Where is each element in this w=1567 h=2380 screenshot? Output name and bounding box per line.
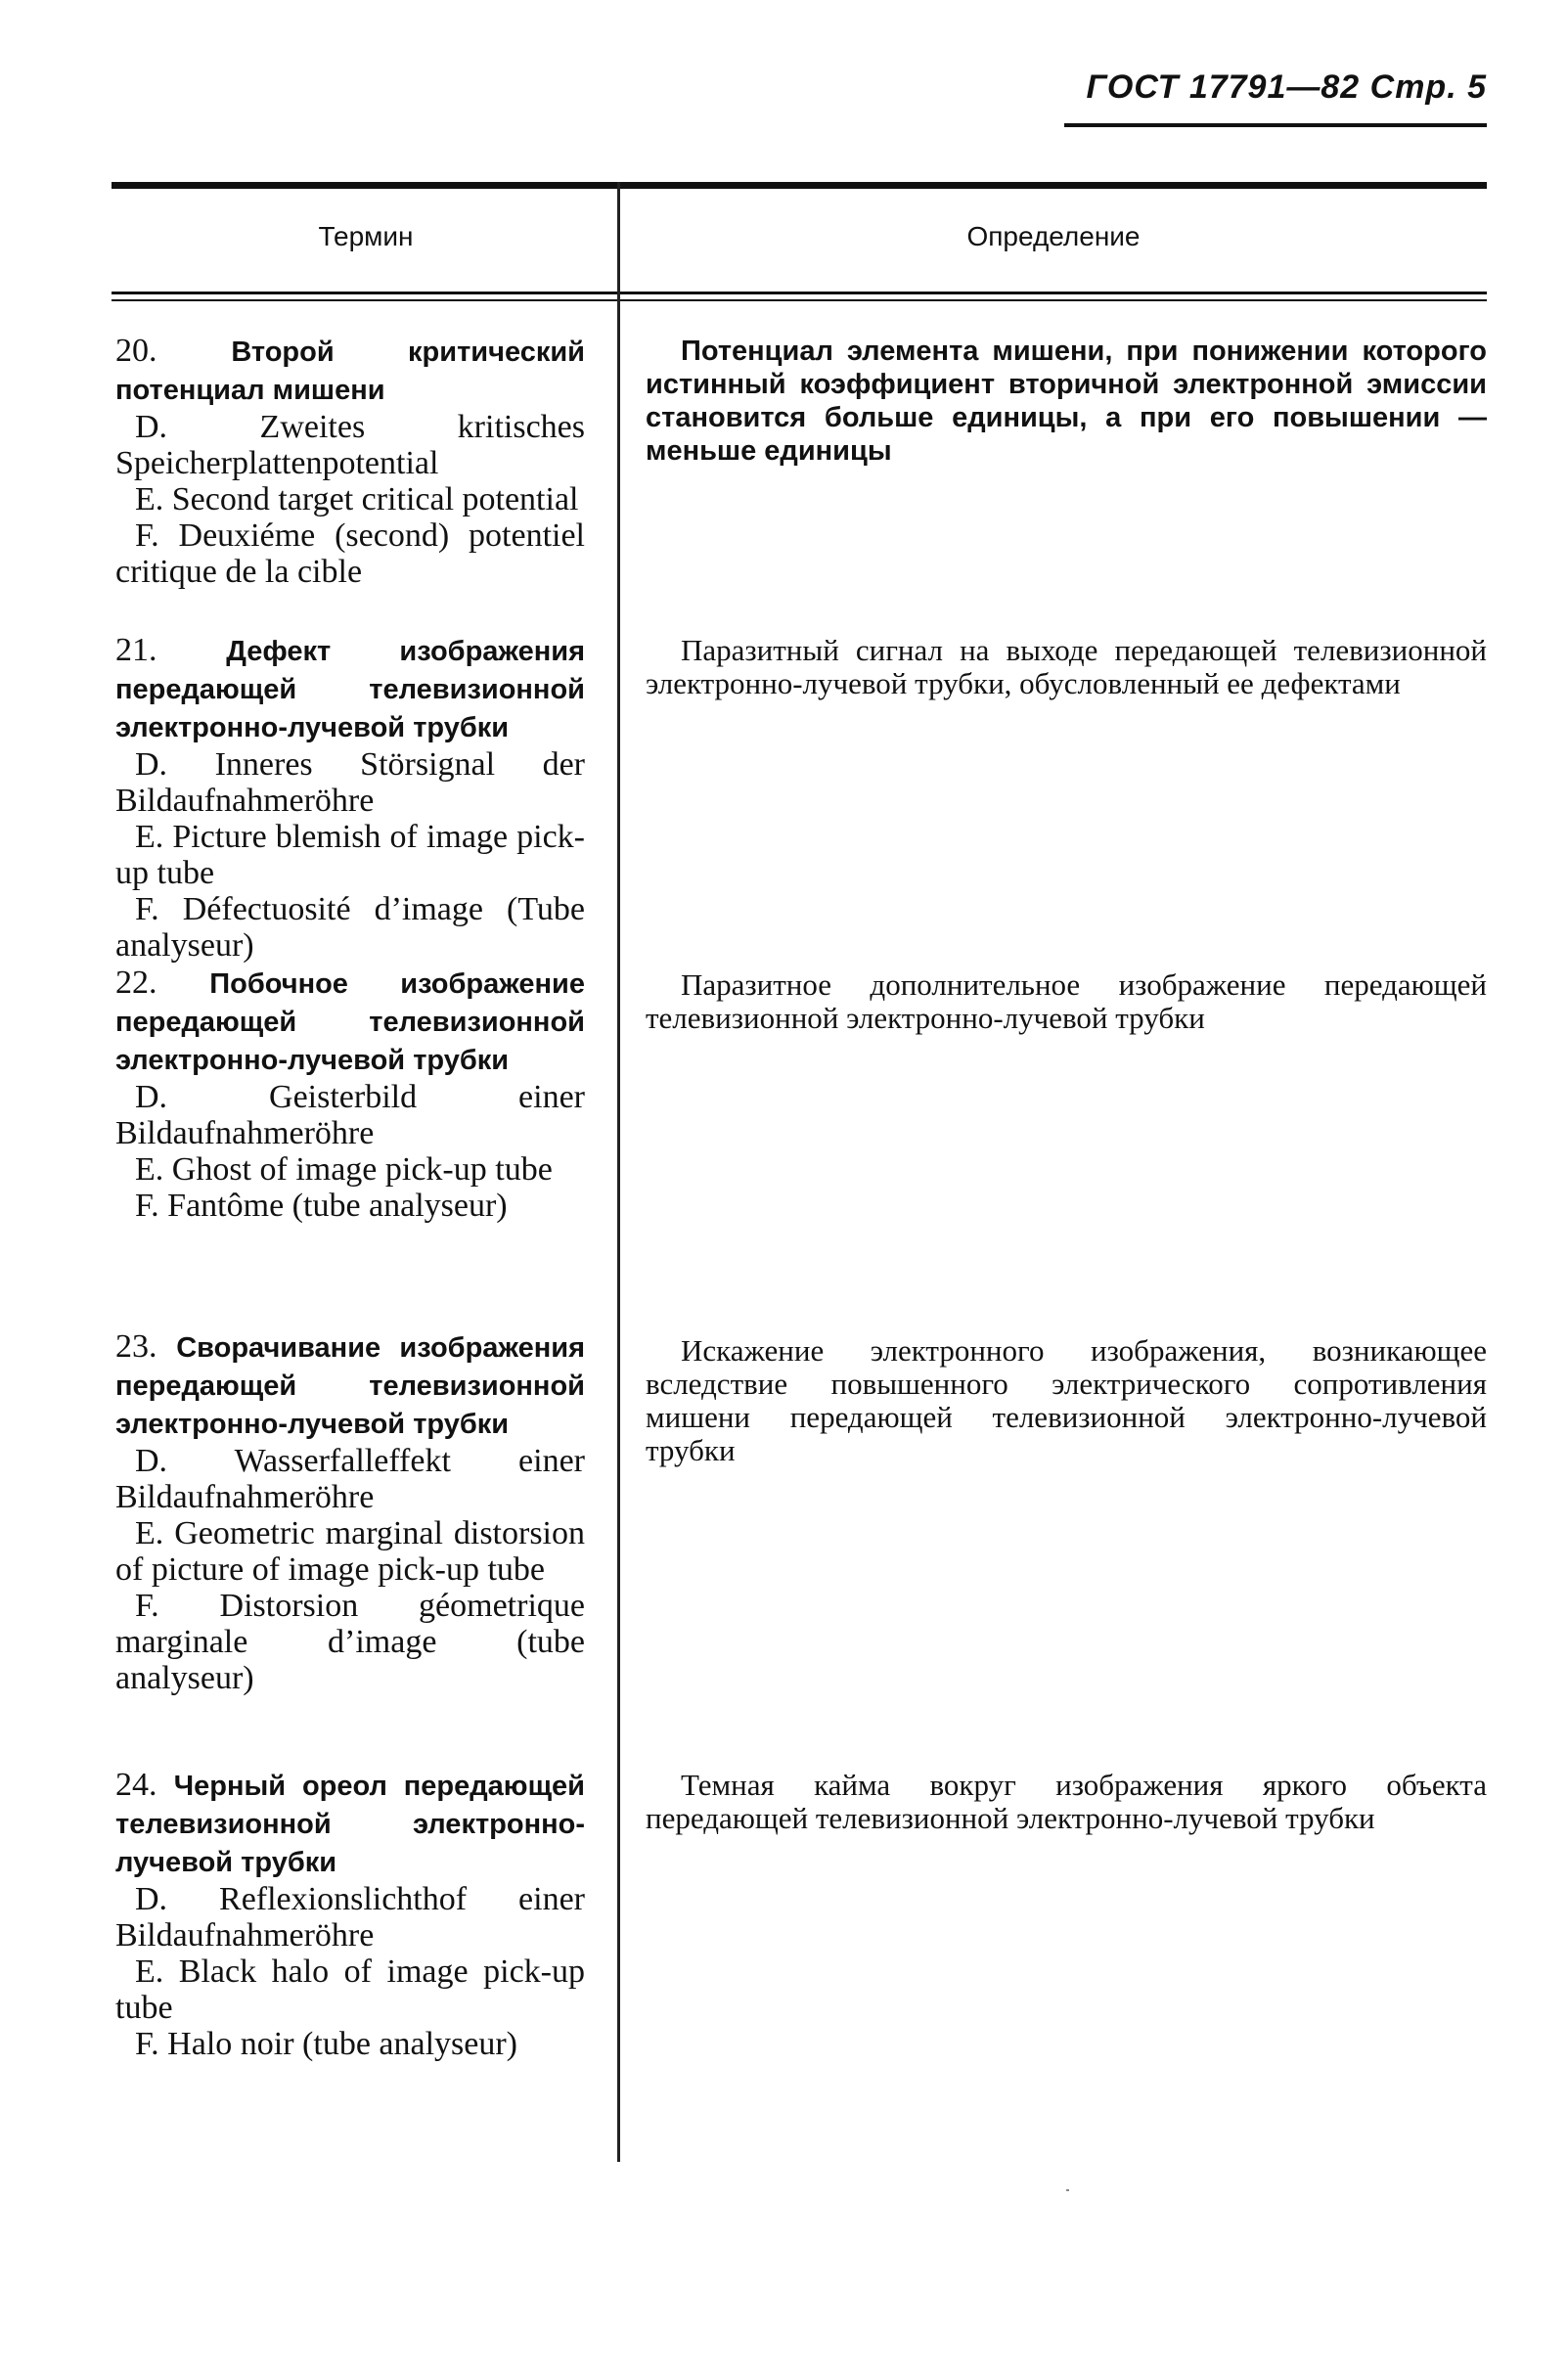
table-header-rule-secondary [112, 299, 1487, 301]
term-german: D. Wasserfalleffekt einer Bildaufnahmeröhre [115, 1443, 585, 1515]
term-english: E. Geometric marginal distorsion of picture of image pick-up tube [115, 1515, 585, 1588]
column-header-term: Термин [318, 221, 414, 251]
term-english: E. Picture blemish of image pick-up tube [115, 819, 585, 891]
term-russian: Второй критический потенциал мишени [115, 337, 585, 406]
term-21 [115, 632, 585, 964]
term-20 [115, 333, 585, 590]
term-number: 24. [115, 1767, 157, 1803]
table-header-rule [112, 292, 1487, 294]
term-german: D. Reflexionslichthof einer Bildaufnahmeröhre [115, 1881, 585, 1953]
term-23 [115, 1328, 585, 1696]
term-russian: Побочное изображение передающей телевизионной электронно-лучевой трубки [115, 968, 586, 1076]
term-french: F. Deuxiéme (second) potentiel critique de la cible [115, 517, 585, 590]
term-number: 22. [115, 965, 157, 1001]
term-22 [115, 965, 585, 1224]
definition-21: Паразитный сигнал на выходе передающей телевизионной электронно-лучевой трубки, обусловленный ее дефектами [646, 633, 1487, 700]
term-english: E. Ghost of image pick-up tube [135, 1151, 553, 1188]
term-english: E. Second target critical potential [135, 481, 579, 517]
term-german: D. Inneres Störsignal der Bildaufnahmeröhre [115, 746, 585, 819]
term-russian: Черный ореол передающей телевизионной электронно-лучевой трубки [115, 1771, 585, 1878]
header-rule [1064, 123, 1487, 127]
definition-23: Искажение электронного изображения, возникающее вследствие повышенного электрического сопротивления мишени передающей телевизионной электронно-лучевой трубки [646, 1333, 1487, 1467]
column-divider [617, 182, 620, 2162]
term-number: 21. [115, 632, 157, 668]
term-french: F. Fantôme (tube analyseur) [135, 1188, 508, 1224]
term-russian: Сворачивание изображения передающей телевизионной электронно-лучевой трубки [115, 1332, 585, 1440]
term-number: 20. [115, 333, 157, 369]
table-top-rule [112, 182, 1487, 189]
term-english: E. Black halo of image pick-up tube [115, 1953, 585, 2026]
term-french: F. Halo noir (tube analyseur) [135, 2026, 517, 2062]
term-french: F. Défectuosité d’image (Tube analyseur) [115, 891, 585, 964]
term-german: D. Geisterbild einer Bildaufnahmeröhre [115, 1079, 585, 1151]
term-german: D. Zweites kritisches Speicherplattenpotential [115, 409, 585, 481]
page-header: ГОСТ 17791—82 Стр. 5 [1086, 68, 1487, 106]
term-russian: Дефект изображения передающей телевизионной электронно-лучевой трубки [115, 636, 585, 743]
term-french: F. Distorsion géometrique marginale d’image (tube analyseur) [115, 1588, 585, 1696]
definition-20: Потенциал элемента мишени, при понижении которого истинный коэффициент вторичной электронной эмиссии становится больше единицы, а при его повышении — меньше единицы [646, 336, 1487, 467]
column-header-definition: Определение [966, 221, 1141, 251]
term-24 [115, 1767, 585, 2062]
term-number: 23. [115, 1328, 157, 1365]
definition-22: Паразитное дополнительное изображение передающей телевизионной электронно-лучевой трубки [646, 967, 1487, 1035]
definition-24: Темная кайма вокруг изображения яркого объекта передающей телевизионной электронно-лучевой трубки [646, 1768, 1487, 1835]
scan-speck [1066, 2189, 1069, 2191]
